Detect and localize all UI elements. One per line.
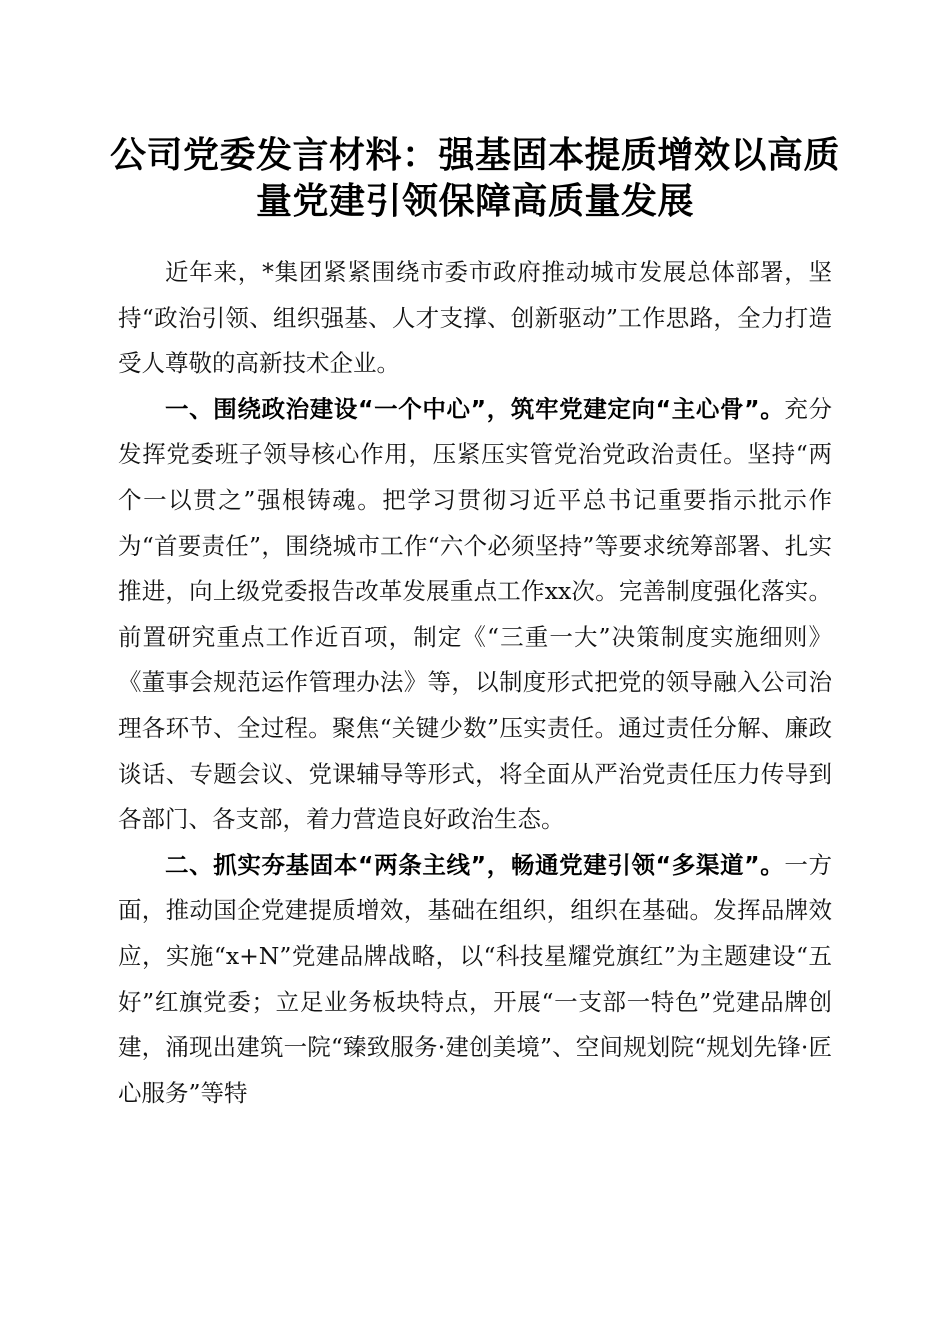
paragraph-text: 一方面，推动国企党建提质增效，基础在组织，组织在基础。发挥品牌效应，实施“x+N”党建品牌战略，以“科技星耀党旗红”为主题建设“五好”红旗党委；立足业务板块特点，开展“一支部一特色”党建品牌创建，涌现出建筑一院“臻致服务·建创美境”、空间规划院“规划先锋·匠心服务”等特: [118, 850, 833, 1107]
section-heading: 二、抓实夯基固本“两条主线”，畅通党建引领“多渠道”。: [165, 850, 785, 879]
document-body: [118, 250, 832, 1116]
paragraph-section-1: [118, 387, 832, 843]
paragraph-text: 近年来，*集团紧紧围绕市委市政府推动城市发展总体部署，坚持“政治引领、组织强基、人才支撑、创新驱动”工作思路，全力打造受人尊敬的高新技术企业。: [118, 258, 832, 378]
paragraph-text: 充分发挥党委班子领导核心作用，压紧压实管党治党政治责任。坚持“两个一以贯之”强根铸魂。把学习贯彻习近平总书记重要指示批示作为“首要责任”，围绕城市工作“六个必须坚持”等要求统筹部署、扎实推进，向上级党委报告改革发展重点工作xx次。完善制度强化落实。前置研究重点工作近百项，制定《“三重一大”决策制度实施细则》《董事会规范运作管理办法》等，以制度形式把党的领导融入公司治理各环节、全过程。聚焦“关键少数”压实责任。通过责任分解、廉政谈话、专题会议、党课辅导等形式，将全面从严治党责任压力传导到各部门、各支部，着力营造良好政治生态。: [118, 394, 833, 834]
document-title: [100, 132, 850, 224]
paragraph-section-2: [118, 843, 832, 1117]
title-line-2: 量党建引领保障高质量发展: [255, 180, 694, 222]
section-heading: 一、围绕政治建设“一个中心”，筑牢党建定向“主心骨”。: [165, 394, 785, 423]
title-line-1: 公司党委发言材料：强基固本提质增效以高质: [109, 134, 840, 176]
paragraph-intro: [118, 250, 832, 387]
